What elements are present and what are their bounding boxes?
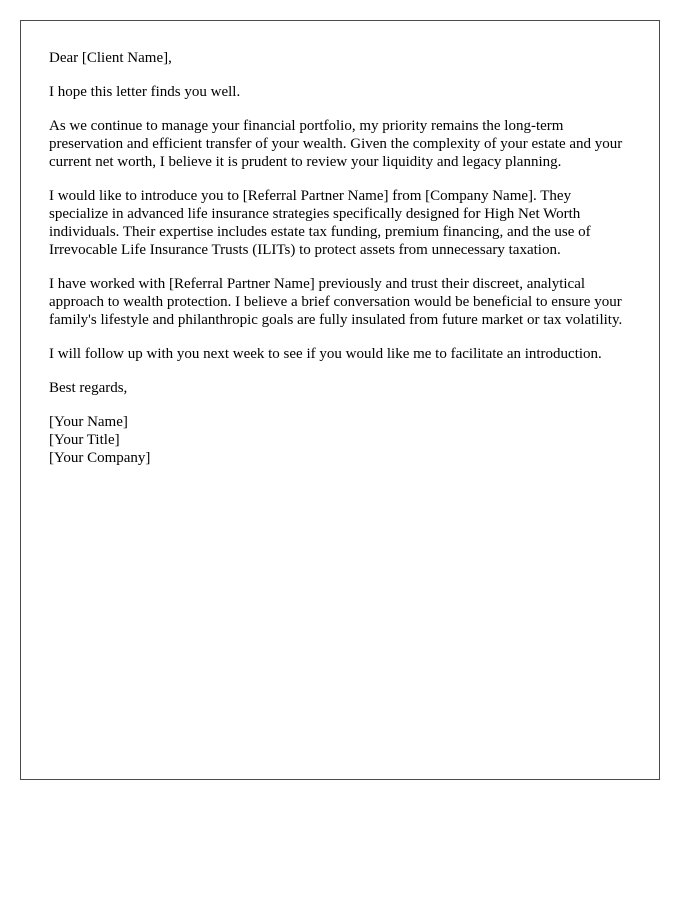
- salutation: Dear [Client Name],: [49, 50, 172, 66]
- paragraph-referral-introduction: I would like to introduce you to [Referral Partner Name] from [Company Name]. They specialize in advanced life insurance strategies specifically designed for High Net Worth individuals. Their expertise includes estate tax funding, premium financing, and the use of Irrevocable Life Insurance Trusts (ILITs) to protect assets from unnecessary taxation.: [49, 188, 591, 258]
- signature-block: [49, 413, 633, 467]
- letter-frame: [20, 20, 660, 780]
- signature-title: [Your Title]: [49, 432, 120, 448]
- letter-body: [49, 49, 633, 467]
- paragraph-follow-up: I will follow up with you next week to see if you would like me to facilitate an introduction.: [49, 346, 602, 362]
- signature-name: [Your Name]: [49, 414, 128, 430]
- closing: Best regards,: [49, 380, 128, 396]
- signature-company: [Your Company]: [49, 450, 151, 466]
- paragraph-greeting: I hope this letter finds you well.: [49, 84, 241, 100]
- paragraph-trust-statement: I have worked with [Referral Partner Name] previously and trust their discreet, analytical approach to wealth protection. I believe a brief conversation would be beneficial to ensure your family's lifestyle and philanthropic goals are fully insulated from future market or tax volatility.: [49, 276, 623, 328]
- paragraph-portfolio-priority: As we continue to manage your financial portfolio, my priority remains the long-term preservation and efficient transfer of your wealth. Given the complexity of your estate and your current net worth, I believe it is prudent to review your liquidity and legacy planning.: [49, 118, 623, 170]
